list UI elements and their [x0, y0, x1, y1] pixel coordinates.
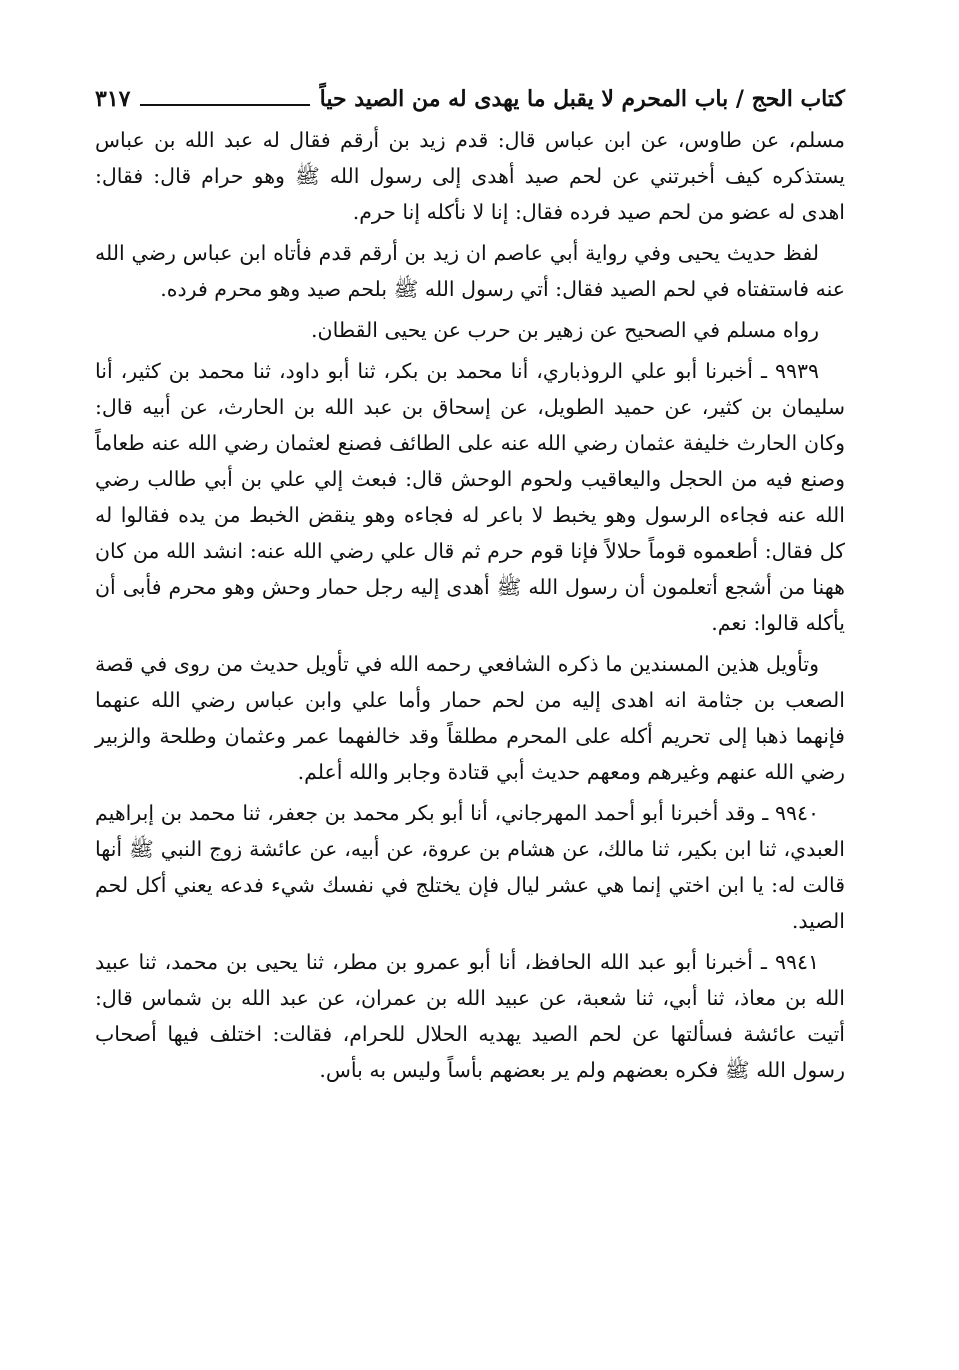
- header-title: كتاب الحج / باب المحرم لا يقبل ما يهدى له من الصيد حياً: [319, 86, 845, 112]
- book-page: [95, 78, 845, 1093]
- running-header: [95, 78, 845, 112]
- hadith-9941: ٩٩٤١ ـ أخبرنا أبو عبد الله الحافظ، أنا أبو عمرو بن مطر، ثنا يحيى بن محمد، ثنا عبيد الله بن معاذ، ثنا أبي، ثنا شعبة، عن عبيد الله بن عمران، عن عبد الله بن شماس قال: أتيت عائشة فسألتها عن لحم الصيد يهديه الحلال للحرام، فقالت: اختلف فيها أصحاب رسول الله ﷺ فكره بعضهم ولم ير بعضهم بأساً وليس به بأس.: [95, 950, 845, 1082]
- page-number: ٣١٧: [95, 86, 131, 112]
- hadith-9939: ٩٩٣٩ ـ أخبرنا أبو علي الروذباري، أنا محمد بن بكر، ثنا أبو داود، ثنا محمد بن كثير، أنا سليمان بن كثير، عن حميد الطويل، عن إسحاق بن عبد الله بن الحارث، عن أبيه قال: وكان الحارث خليفة عثمان رضي الله عنه على الطائف فصنع لعثمان رضي الله عنه طعاماً وصنع فيه من الحجل واليعاقيب ولحوم الوحش قال: فبعث إلي علي بن أبي طالب رضي الله عنه فجاءه الرسول وهو يخبط لا باعر له فجاءه وهو ينقض الخبط من يده فقالوا له كل فقال: أطعموه قوماً حلالاً فإنا قوم حرم ثم قال علي رضي الله عنه: انشد الله من كان ههنا من أشجع أتعلمون أن رسول الله ﷺ أهدى إليه رجل حمار وحش وهو محرم فأبى أن يأكله قالوا: نعم.: [95, 359, 845, 635]
- header-rule: [140, 104, 309, 106]
- paragraph-yahya-wording: لفظ حديث يحيى وفي رواية أبي عاصم ان زيد بن أرقم قدم فأتاه ابن عباس رضي الله عنه فاستفتاه في لحم الصيد فقال: أتي رسول الله ﷺ بلحم صيد وهو محرم فرده.: [95, 241, 845, 301]
- paragraph-continuation: مسلم، عن طاوس، عن ابن عباس قال: قدم زيد بن أرقم فقال له عبد الله بن عباس يستذكره كيف أخبرتني عن لحم صيد أهدى إلى رسول الله ﷺ وهو حرام قال: فقال: اهدى له عضو من لحم صيد فرده فقال: إنا لا نأكله إنا حرم.: [95, 128, 845, 224]
- paragraph-muslim-narration: رواه مسلم في الصحيح عن زهير بن حرب عن يحيى القطان.: [311, 318, 819, 342]
- paragraph-interpretation: وتأويل هذين المسندين ما ذكره الشافعي رحمه الله في تأويل حديث من روى في قصة الصعب بن جثامة انه اهدى إليه من لحم حمار وأما علي وابن عباس رضي الله عنهما فإنهما ذهبا إلى تحريم أكله على المحرم مطلقاً وقد خالفهما عمر وعثمان وطلحة والزبير رضي الله عنهم وغيرهم ومعهم حديث أبي قتادة وجابر والله أعلم.: [95, 652, 845, 784]
- hadith-9940: ٩٩٤٠ ـ وقد أخبرنا أبو أحمد المهرجاني، أنا أبو بكر محمد بن جعفر، ثنا محمد بن إبراهيم العبدي، ثنا ابن بكير، ثنا مالك، عن هشام بن عروة، عن أبيه، عن عائشة زوج النبي ﷺ أنها قالت له: يا ابن اختي إنما هي عشر ليال فإن يختلج في نفسك شيء فدعه يعني أكل لحم الصيد.: [95, 801, 845, 933]
- body-text: [95, 122, 845, 1088]
